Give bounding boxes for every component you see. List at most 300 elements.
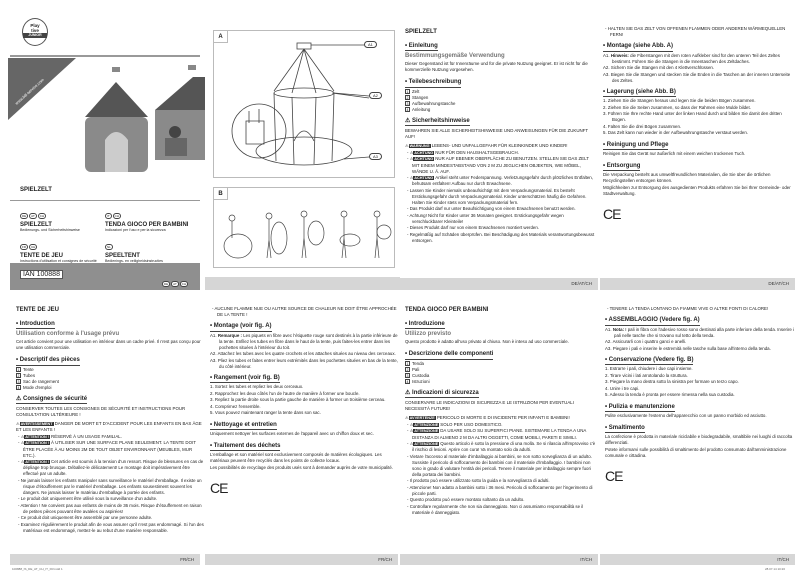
bullet-item xyxy=(405,497,597,503)
page-footer: FR/CH xyxy=(205,554,398,565)
country-code: DE xyxy=(164,282,169,286)
bullet-icon: - xyxy=(407,187,410,193)
logo-text-tive: tive xyxy=(31,28,39,33)
step-item xyxy=(603,98,795,104)
warning-triangle-icon: ⚠ xyxy=(20,440,25,446)
section-heading: • Rangement (voir fig. B) xyxy=(210,374,280,383)
figure-b-label: B xyxy=(214,188,228,200)
step-text: Piegare i pali e inserire le estremità nelle tasche sulla base all'interno della tenda. xyxy=(612,345,771,351)
section-heading: • Teilebeschreibung xyxy=(405,78,461,87)
warning-triangle-icon: ⚠ xyxy=(409,156,414,162)
step-item xyxy=(603,111,795,123)
country-code: AT xyxy=(173,282,177,286)
column-de-2 xyxy=(603,26,795,224)
step-number: 1. xyxy=(210,384,214,390)
step-note-label: Hinweis: xyxy=(610,52,629,58)
language-description: Bedienungs- und Sicherheitshinweise xyxy=(20,228,80,232)
parts-list xyxy=(16,367,204,391)
safety-notice: BEWAHREN SIE ALLE SICHERHEITSHINWEISE UND ANWEISUNGEN FÜR DIE ZUKUNFT AUF! xyxy=(405,127,588,139)
step-text: Comprimez l'ensemble. xyxy=(214,403,261,409)
bullet-icon: - xyxy=(605,26,608,31)
playtive-logo xyxy=(22,18,48,46)
step-number: 3. xyxy=(605,379,609,385)
bullet-icon: - xyxy=(407,231,410,237)
step-number: 5. xyxy=(605,392,609,398)
step-text: Unire i tre capi. xyxy=(609,385,640,391)
step-text: Ziehen Sie die Seiten zusammen, so dass der Rahmen eine Mulde bildet. xyxy=(607,104,751,110)
paragraph: Uniquement nettoyer les surfaces externes de l'appareil avec un chiffon doux et sec. xyxy=(210,430,374,436)
part-number: 2 xyxy=(406,96,409,101)
item-text: AUCUNE FLAMME NUE OU AUTRE SOURCE DE CHALEUR NE DOIT ÊTRE APPROCHÉE DE LA TENTE ! xyxy=(214,306,397,317)
bullet-icon: - xyxy=(18,433,21,439)
warning-item xyxy=(405,415,597,421)
section-heading: • Entsorgung xyxy=(603,162,640,171)
language-code: AT xyxy=(31,214,35,218)
step-item xyxy=(210,351,398,357)
ce-mark: CE xyxy=(603,205,621,222)
page-footer: FR/CH xyxy=(10,554,200,565)
step-item xyxy=(210,333,398,351)
paragraph: Questo prodotto è adatto all'uso privato al chiuso. Non è inteso ad uso commerciale. xyxy=(405,339,569,345)
bullet-icon: - xyxy=(18,477,21,483)
step-item xyxy=(603,53,795,65)
bullet-icon: - xyxy=(18,502,21,508)
step-number: 2. xyxy=(210,390,214,396)
page-footer: DE/AT/CH xyxy=(600,278,795,290)
warning-badge: ATTENZIONE xyxy=(414,429,439,434)
section-heading-wrap xyxy=(603,84,795,98)
section-heading: • Lagerung (siehe Abb. B) xyxy=(603,88,676,97)
section-heading-wrap xyxy=(210,438,398,452)
part-number: 2 xyxy=(17,374,20,379)
language-entry xyxy=(105,235,200,263)
bullet-item xyxy=(405,428,597,440)
section-heading-wrap xyxy=(16,391,204,405)
logo-text-junior: JUNIOR xyxy=(23,33,47,38)
part-label: Aufbewahrungstasche xyxy=(412,100,456,106)
part-number: 4 xyxy=(406,108,409,113)
language-entry xyxy=(105,204,200,232)
language-description: Bedienings- en veiligheidsinstructies xyxy=(105,259,163,263)
bullet-item xyxy=(16,515,204,521)
section-heading: • Pulizia e manutenzione xyxy=(605,403,675,412)
step-text: Estrarre i pali, chiudere i due capi insieme. xyxy=(609,366,693,372)
warning-triangle-icon: ⚠ xyxy=(16,420,20,426)
part-label: Anleitung xyxy=(412,106,431,112)
step-item xyxy=(605,392,795,398)
bullet-item xyxy=(210,306,398,318)
language-code: FR xyxy=(22,245,26,249)
part-label: Mode d'emploi xyxy=(23,384,52,390)
cover-product-title: SPIELZELT xyxy=(20,187,52,193)
step-text: Führen Sie Ihre rechte Hand unter der linken Hand durch und bilden Sie damit den dritten Bogen. xyxy=(607,111,782,123)
paragraph: Les possibilités de recyclage des produits usés sont à demander auprès de votre municipalité. xyxy=(210,464,394,470)
warning-item xyxy=(16,421,204,433)
warning-triangle-icon: ⚠ xyxy=(409,149,414,155)
step-number: 4. xyxy=(603,123,607,129)
language-code: IT xyxy=(107,214,110,218)
bullet-item xyxy=(405,150,595,156)
item-text: PERICOLO DI MORTE E DI INCIDENTE PER INFANTI E BAMBINI! xyxy=(436,414,570,420)
language-code: DE xyxy=(22,214,27,218)
item-text: NUR FÜR DEN HAUSHALTSGEBRAUCH. xyxy=(435,149,519,155)
step-text: Das Zelt kann nun wieder in der Aufbewahrungstasche verstaut werden. xyxy=(607,130,748,136)
item-text: NUR AUF EBENER OBERFLÄCHE ZU BENUTZEN. STELLEN SIE DAS ZELT MIT EINEM MINDESTABSTAND VON 2 M ZU JEGLICHEN OBJEKTEN, WIE MÖBEL, WÄNDE U. Ä. AUF. xyxy=(412,156,589,174)
step-item xyxy=(210,404,398,410)
part-number: 3 xyxy=(17,380,20,385)
bullet-item xyxy=(16,522,204,534)
step-item xyxy=(605,346,795,352)
callout-a2: A2 xyxy=(369,92,382,99)
warning-triangle-icon: ⚠ xyxy=(409,175,414,181)
item-text: SOLO PER USO DOMESTICO. xyxy=(440,421,503,427)
section-heading: • ASSEMBLAGGIO (Vedere fig. A) xyxy=(605,316,700,325)
print-mark-right: 28.07.14 10:20 xyxy=(765,567,786,571)
parts-list xyxy=(405,89,595,113)
bullet-item xyxy=(16,496,204,502)
section-heading-wrap xyxy=(603,38,795,52)
step-item xyxy=(605,373,795,379)
section-heading: • Introduction xyxy=(16,320,55,329)
part-number: 4 xyxy=(406,380,409,385)
paragraph: Reinigen Sie das Gerät nur äußerlich mit einem weichen trockenen Tuch. xyxy=(603,150,746,156)
language-codes xyxy=(20,235,105,253)
step-item xyxy=(603,105,795,111)
warning-triangle-icon: ⚠ xyxy=(405,414,409,420)
section-heading: ⚠ Sicherheitshinweise xyxy=(405,117,470,126)
language-codes xyxy=(105,204,200,222)
section-heading-wrap xyxy=(405,38,595,52)
step-text: Sichern Sie die Stangen mit den 4 Klettverschlüssen. xyxy=(610,65,715,71)
section-heading-wrap xyxy=(605,352,795,366)
bullet-item xyxy=(405,156,595,174)
callout-a1: A1 xyxy=(364,41,377,48)
item-text: Attenzione! Non adatto a bambini sotto i 36 mesi. Pericolo di soffocamento per l'ingerimento di piccole parti. xyxy=(409,484,593,496)
part-label: Tenda xyxy=(412,360,424,366)
step-number: A3. xyxy=(603,71,610,77)
bullet-item xyxy=(16,503,204,515)
step-number: 3. xyxy=(210,397,214,403)
safety-notice: CONSERVARE LE INDICAZIONI DI SICUREZZA E LE ISTRUZIONI PER EVENTUALI NECESSITÀ FUTURE! xyxy=(405,399,574,411)
step-number: 2. xyxy=(605,372,609,378)
warning-badge: ATTENTION ! xyxy=(25,460,50,465)
column-it-1 xyxy=(405,306,597,516)
part-label: Custodia xyxy=(412,372,430,378)
bullet-icon: - xyxy=(18,496,21,502)
warning-triangle-icon: ⚠ xyxy=(409,441,414,447)
step-item xyxy=(210,391,398,397)
paragraph: Dieser Gegenstand ist für Innenräume und für die private Nutzung geeignet. Er ist nicht für die kommerzielle Nutzung vorgesehen. xyxy=(405,61,588,73)
step-item xyxy=(603,72,795,84)
bullet-item xyxy=(405,188,595,206)
bullet-item xyxy=(405,441,597,453)
section-heading: • Descriptif des pièces xyxy=(16,356,80,365)
section-heading-wrap xyxy=(605,399,795,413)
item-text: Le produit doit uniquement être utilisé sous la surveillance d'un adulte. xyxy=(20,496,158,502)
step-number: 4. xyxy=(605,385,609,391)
warning-badge: ATTENTION ! xyxy=(25,441,50,446)
step-item xyxy=(605,386,795,392)
language-product-name: SPIELZELT xyxy=(20,222,52,228)
language-code: CH xyxy=(31,245,36,249)
section-heading-wrap xyxy=(210,370,398,384)
step-number: A1. xyxy=(603,52,610,58)
cover-divider xyxy=(10,200,200,201)
item-text: TENERE LA TENDA LONTANO DA FIAMME VIVE O ALTRE FONTI DI CALORE! xyxy=(609,306,769,311)
warning-badge: ATTENZIONE xyxy=(414,442,439,447)
page-footer: DE/AT/CH xyxy=(400,278,598,290)
page-footer: IT/CH xyxy=(400,554,598,565)
paragraph: La confezione è prodotta in materiale riciclabile e biodegradabile, smaltibile nei luoghi di raccolta differenziati. xyxy=(605,433,793,445)
step-text: Adesso la tenda è pronta per essere rimessa nella sua custodia. xyxy=(609,392,735,398)
section-heading: ⚠ Indicazioni di sicurezza xyxy=(405,389,479,398)
section-title: SPIELZELT xyxy=(405,29,437,35)
part-label: Istruzioni xyxy=(412,378,430,384)
part-label: Zelt xyxy=(412,88,420,94)
step-number: 5. xyxy=(603,130,607,136)
part-number: 1 xyxy=(17,368,20,373)
step-number: A1. xyxy=(210,332,217,338)
section-heading: • Introduzione xyxy=(405,320,445,329)
warning-badge: AVVERTENZE xyxy=(409,415,435,420)
bullet-item xyxy=(605,306,795,312)
bullet-item xyxy=(405,504,597,516)
item-text: RÉSERVÉ À UN USAGE FAMILIAL. xyxy=(51,433,122,439)
warning-badge: ATTENZIONE xyxy=(414,422,439,427)
bullet-icon: - xyxy=(407,503,410,509)
item-text: Questo prodotto può essere montato soltanto da un adulto. xyxy=(409,497,525,503)
subheading: Utilisation conforme à l'usage prévu xyxy=(16,331,120,338)
bullet-item xyxy=(405,422,597,428)
part-number: 1 xyxy=(406,90,409,95)
bullet-item xyxy=(16,478,204,496)
bullet-item xyxy=(405,454,597,478)
warning-badge: ACHTUNG xyxy=(414,150,434,155)
section-heading-wrap xyxy=(405,113,595,127)
item-text: Examinez régulièrement le produit afin de vous assurer qu'il n'est pas endommagé. Si l'un des matériaux est endommagé, mettez-le au rebut d'une manière responsable. xyxy=(20,521,204,533)
ian-number: IAN 100888 xyxy=(20,270,63,279)
section-heading: • Montage (siehe Abb. A) xyxy=(603,42,673,51)
language-entry xyxy=(20,204,105,232)
item-text: À UTILISER SUR UNE SURFACE PLANE SEULEMENT. LA TENTE DOIT ÊTRE PLACÉE À AU MOINS 2M DE TOUT OBJET ENVIRONNANT (MEUBLES, MUR ETC.). xyxy=(23,440,196,458)
section-title: TENDA GIOCO PER BAMBINI xyxy=(405,307,489,313)
section-heading: • Conservazione (Vedere fig. B) xyxy=(605,356,693,365)
language-list xyxy=(20,204,200,263)
step-number: A2. xyxy=(605,339,612,345)
bullet-icon: - xyxy=(407,441,410,447)
section-title: TENTE DE JEU xyxy=(16,307,60,313)
column-de-1 xyxy=(405,28,595,244)
figure-a xyxy=(213,30,395,178)
language-codes xyxy=(105,235,200,253)
bullet-icon: - xyxy=(407,484,410,490)
bullet-item xyxy=(16,459,204,477)
paragraph: Potete informarvi sulle possibilità di smaltimento del prodotto consumato dall'amministrazione comunale e cittadina. xyxy=(605,446,787,458)
item-text: Questo articolo è sotto la pressione di una molla. Se si rilascia all'improvviso c'è il rischio di lesioni. Aprire con cura! Va montato solo da adulti. xyxy=(412,441,596,453)
language-codes xyxy=(20,204,105,222)
tent-photo xyxy=(60,62,205,182)
step-number: 2. xyxy=(603,104,607,110)
section-heading-wrap xyxy=(603,158,795,172)
section-heading: • Montage (voir fig. A) xyxy=(210,322,272,331)
item-text: Cet article est soumis à la tension d'un ressort. Risque de blessures en cas de dépliage trop brusque. Déballez-le délicatement! Le montage doit impérativement être effectué par un adulte. xyxy=(23,459,204,477)
section-heading: • Einleitung xyxy=(405,42,438,51)
figure-page-footer xyxy=(205,277,400,290)
step-number: 4. xyxy=(210,403,214,409)
item-text: Lassen Sie Kinder niemals unbeaufsichtigt mit dem Verpackungsmaterial. Es besteht Erstickungsgefahr durch Verpackungsmaterial. Kinder unterschätzen häufig die Gefahren. Halten Sie Kinder stets vom Verpackungsmaterial fern. xyxy=(409,187,587,205)
item-text: DANGER DE MORT ET D'ACCIDENT POUR LES ENFANTS EN BAS ÂGE ET LES ENFANTS ! xyxy=(16,420,202,432)
bullet-icon: - xyxy=(407,175,410,181)
column-fr-1 xyxy=(16,306,204,534)
step-text: I pali in fibra con l'adesivo rosso sono destinati alla parte inferiore della tenda. Inserire i pali nelle tasche che si trovano sul tetto della tenda. xyxy=(614,326,795,338)
section-heading-wrap xyxy=(16,352,204,366)
section-heading: ⚠ Consignes de sécurité xyxy=(16,395,87,404)
warning-badge: AVERTISSEMENT xyxy=(20,421,53,426)
bullet-item xyxy=(405,478,597,484)
step-number: A3. xyxy=(210,357,217,363)
bullet-item xyxy=(405,175,595,187)
bullet-icon: - xyxy=(18,515,21,521)
step-item xyxy=(603,65,795,71)
paragraph: Die Verpackung besteht aus umweltfreundlichen Materialien, die Sie über die örtlichen Recyclingstellen entsorgen können. xyxy=(603,171,771,183)
bullet-icon: - xyxy=(18,521,21,527)
section-heading: • Nettoyage et entretien xyxy=(210,421,277,430)
warning-triangle-icon: ⚠ xyxy=(20,459,25,465)
bullet-item xyxy=(405,225,595,231)
section-heading-wrap xyxy=(210,417,398,431)
step-number: 5. xyxy=(210,410,214,416)
item-text: Das Produkt darf nur unter Beaufsichtigung von einem Erwachsenen benutzt werden. xyxy=(409,206,576,212)
section-heading: • Smaltimento xyxy=(605,424,645,433)
step-item xyxy=(210,384,398,390)
bullet-icon: - xyxy=(407,497,410,503)
tent-roof xyxy=(85,82,148,117)
step-text: Vous pouvez maintenant ranger la tente dans son sac. xyxy=(214,410,321,416)
warning-triangle-icon: ⚠ xyxy=(20,433,25,439)
item-text: Ne jamais laisser les enfants manipuler sans surveillance le matériel d'emballage. Il existe un risque d'étouffement par le matériel d'emballage. Les enfants sousestiment souvent les dangers. Ne jamais laisser le matériau d'emballage à portée des enfants. xyxy=(20,477,202,495)
bullet-icon: - xyxy=(212,306,215,311)
subheading: Utilizzo previsto xyxy=(405,331,452,338)
bullet-item xyxy=(405,232,595,244)
part-number: 3 xyxy=(406,374,409,379)
language-code: CH xyxy=(39,214,45,218)
part-label: Sac de rangement xyxy=(23,378,59,384)
step-text: Pliez les tubes et faites entrer leurs extrémités dans les pochettes situées en bas de la tente, du côté intérieur. xyxy=(217,357,398,369)
part-number: 1 xyxy=(406,362,409,367)
ce-mark: CE xyxy=(210,479,228,496)
section-heading-wrap xyxy=(605,420,795,434)
item-text: LEBENS- UND UNFALLGEFAHR FÜR KLEINKINDER UND KINDER! xyxy=(431,142,568,148)
item-text: Vietare l'accesso al materiale d'imballaggio ai bambini, se non sotto sorveglianza di un adulto. Sussiste il pericolo di soffocamento dei bambini con il materiale d'imballaggio. I bambini non sono in grado di valutare l'entità dei pericoli. Tenere il materiale per imballaggio sempre fuori della portata dei bambini. xyxy=(409,453,592,477)
language-code: NL xyxy=(107,245,111,249)
bullet-icon: - xyxy=(18,440,21,446)
language-description: Indicazioni per l'uso e per la sicurezza xyxy=(105,228,166,232)
item-text: Ce produit doit uniquement être assemblé par une personne adulte. xyxy=(20,515,153,521)
bullet-item xyxy=(405,485,597,497)
bullet-icon: - xyxy=(407,206,410,212)
ce-mark: CE xyxy=(605,467,623,484)
step-number: A1. xyxy=(605,326,612,332)
section-heading-wrap xyxy=(405,346,597,360)
subheading: Bestimmungsgemäße Verwendung xyxy=(405,53,505,60)
bullet-icon: - xyxy=(407,156,410,162)
logo-text-play: Play xyxy=(30,23,40,28)
paragraph: Möglichkeiten zur Entsorgung des ausgedienten Produkts erfahren Sie bei Ihrer Gemeinde- oder Stadtverwaltung. xyxy=(603,184,791,196)
country-codes xyxy=(162,272,189,290)
step-item xyxy=(210,410,398,416)
bullet-item xyxy=(405,213,595,225)
language-code: CH xyxy=(114,214,120,218)
language-product-name: TENDA GIOCO PER BAMBINI xyxy=(105,222,189,228)
bullet-item xyxy=(603,26,795,38)
figure-b xyxy=(213,187,395,268)
section-heading-wrap xyxy=(405,316,597,330)
bullet-icon: - xyxy=(407,428,410,434)
part-number: 2 xyxy=(406,368,409,373)
item-text: Il prodotto può essere utilizzato sotto la guida e la sorveglianza di adulti. xyxy=(409,478,550,484)
column-it-2 xyxy=(605,306,795,486)
step-text: Sortez les tubes et repliez les deux cerceaux. xyxy=(214,384,304,390)
step-text: Falten Sie die drei Bögen zusammen. xyxy=(607,123,682,129)
part-number: 4 xyxy=(17,386,20,391)
cover-page xyxy=(10,0,200,290)
step-number: 1. xyxy=(605,366,609,372)
item-text: Achtung! Nicht für Kinder unter 36 Monaten geeignet. Erstickungsgefahr wegen verschluckbarer Kleinteile! xyxy=(409,212,564,224)
part-label: Stangen xyxy=(412,94,429,100)
bullet-icon: - xyxy=(407,453,410,459)
bullet-icon: - xyxy=(407,225,410,231)
figure-a-label: A xyxy=(214,31,228,43)
step-text: Repliez la partie droite sous la partie gauche de manière à former un troisième cerceau. xyxy=(214,397,386,403)
step-text: Les piquets en fibre avec l'étiquette rouge sont destinés à la partie inférieure de la tente. Enfilez les tubes en fibre dans le haut de la tente, puis faites-les entrer dans les pochettes situées à l'intérieur du toit. xyxy=(219,332,398,350)
section-heading-wrap xyxy=(603,137,795,151)
step-item xyxy=(605,339,795,345)
step-number: 1. xyxy=(603,98,607,104)
paragraph: Pulite esclusivamente l'esterno dell'apparecchio con un panno morbido ed asciutto. xyxy=(605,412,767,418)
step-item xyxy=(210,397,398,403)
step-item xyxy=(605,327,795,339)
website-text[interactable]: www.lidl-service.com xyxy=(14,77,45,106)
step-text: Rapprochez les deux côtés l'un de l'autre de manière à former une boucle. xyxy=(214,390,360,396)
bullet-item xyxy=(16,434,204,440)
language-product-name: TENTE DE JEU xyxy=(20,253,64,259)
step-text: Piegare la mano destra sotto la sinistra per formare un terzo capo. xyxy=(609,379,739,385)
section-heading-wrap xyxy=(605,312,795,326)
bullet-item xyxy=(16,440,204,458)
section-heading-wrap xyxy=(210,318,398,332)
step-number: 3. xyxy=(603,111,607,117)
step-item xyxy=(605,366,795,372)
section-heading-wrap xyxy=(16,316,204,330)
step-text: die Fiberstangen mit dem roten Aufkleber sind für den unteren Teil des Zeltes bestimmt. Führen Sie die Stangen in die Innentaschen des Zeltdaches. xyxy=(612,52,780,64)
step-item xyxy=(603,124,795,130)
step-item xyxy=(603,130,795,136)
bullet-icon: - xyxy=(407,421,410,427)
bullet-icon: - xyxy=(607,306,610,311)
warning-triangle-icon: ⚠ xyxy=(409,428,414,434)
section-heading: • Traitement des déchets xyxy=(210,442,280,451)
warning-triangle-icon: ⚠ xyxy=(405,142,409,148)
step-number: A2. xyxy=(210,351,217,357)
item-text: HALTEN SIE DAS ZELT VON OFFENEN FLAMMEN ODER ANDEREN WÄRMEQUELLEN FERN! xyxy=(607,26,786,37)
warning-item xyxy=(405,143,595,149)
step-text: Ziehen Sie die Stangen heraus und legen Sie die beiden Bögen zusammen. xyxy=(607,98,756,104)
step-item xyxy=(605,379,795,385)
callout-a3: A3 xyxy=(369,153,382,160)
paragraph: L'emballage et son matériel sont exclusivement composés de matières écologiques. Les matériaux peuvent être recyclés dans les points de collecte locaux. xyxy=(210,451,382,463)
safety-notice: CONSERVER TOUTES LES CONSIGNES DE SÉCURITÉ ET INSTRUCTIONS POUR CONSULTATION ULTÉRIEURE ! xyxy=(16,405,186,417)
language-entry xyxy=(20,235,105,263)
